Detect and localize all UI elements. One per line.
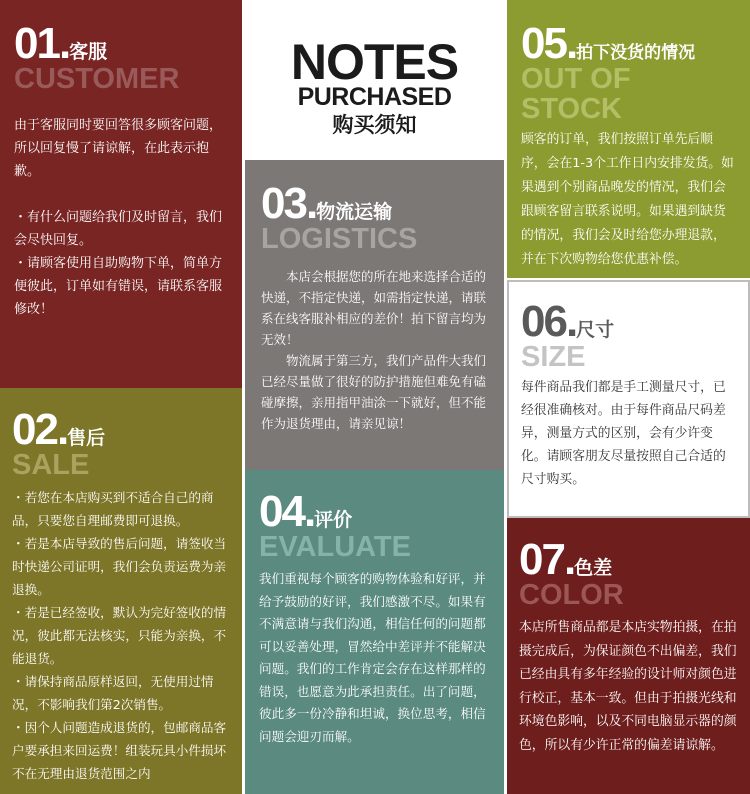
color-number: 07. <box>519 535 575 584</box>
stock-title: 拍下没货的情况 <box>576 43 696 63</box>
logistics-title: 物流运输 <box>316 201 393 223</box>
stock-en-title: OUT OF STOCK <box>521 63 631 125</box>
stock-line: 顾客的订单，我们按照订单先后顺序，会在1-3个工作日内安排发货。如果遇到个别商品晚发的情况，我们会跟顾客留言联系说明。如果遇到缺货的情况，我们会及时给您办理退款，并在下次购物给您优惠补偿。 <box>521 132 734 267</box>
sale-body <box>12 486 230 785</box>
logistics-line: 本店会根据您的所在地来选择合适的快递，不指定快递，如需指定快递，请联系在线客服补相应的差价！拍下留言均为无效！ <box>261 269 487 347</box>
customer-line: 由于客服同时要回答很多顾客问题，所以回复慢了请谅解，在此表示抱歉。 <box>14 118 223 179</box>
color-panel <box>507 518 750 794</box>
color-heading <box>519 535 738 584</box>
size-panel <box>507 280 750 518</box>
purchase-notes-cn-title: 购买须知 <box>332 113 417 137</box>
evaluate-title: 评价 <box>314 509 353 531</box>
logistics-number: 03. <box>261 179 317 228</box>
size-heading <box>521 297 736 346</box>
customer-number: 01. <box>14 19 70 68</box>
evaluate-number: 04. <box>259 487 315 536</box>
purchased-title: PURCHASED <box>297 83 452 111</box>
sale-line: ・因个人问题造成退货的，包邮商品客户要承担来回运费！组装玩具小件损坏不在无理由退货范围之内 <box>12 720 227 781</box>
notes-title: NOTES <box>290 34 459 90</box>
sale-line: ・若是已经签收，默认为完好签收的情况，彼此都无法核实，只能为亲换，不能退货。 <box>12 605 227 666</box>
evaluate-panel <box>245 470 504 794</box>
logistics-heading <box>261 179 488 228</box>
logistics-en-title: LOGISTICS <box>261 223 418 255</box>
size-line: 每件商品我们都是手工测量尺寸，已经很准确核对。由于每件商品尺码差异，测量方式的区别，会有少许变化。请顾客朋友尽量按照自己合适的尺寸购买。 <box>521 380 726 487</box>
size-en-title: SIZE <box>521 341 586 373</box>
sale-number: 02. <box>12 405 68 454</box>
sale-heading <box>12 405 230 454</box>
logistics-body <box>261 266 488 434</box>
evaluate-en-title: EVALUATE <box>259 531 411 563</box>
sale-line: ・请保持商品原样返回，无使用过情况，不影响我们第2次销售。 <box>12 674 214 712</box>
stock-heading <box>521 19 736 68</box>
sale-line: ・若是本店导致的售后问题，请签收当时快递公司证明，我们会负责运费为亲退换。 <box>12 536 227 597</box>
stock-body <box>521 128 736 272</box>
color-en-title: COLOR <box>519 579 624 611</box>
evaluate-line: 我们重视每个顾客的购物体验和好评，并给予鼓励的好评，我们感激不尽。如果有不满意请与我们沟通，相信任何的问题都可以妥善处理，冒然给中差评并不能解决问题。我们的工作肯定会存在这样那样的错误，也愿意为此承担责任。出了问题，彼此多一份冷静和坦诚，换位思考，相信问题会迎刃而解。 <box>259 571 486 744</box>
size-title: 尺寸 <box>576 319 615 341</box>
stock-number: 05. <box>521 19 577 68</box>
logistics-panel <box>245 160 504 470</box>
customer-title: 客服 <box>69 41 108 63</box>
color-line: 本店所售商品都是本店实物拍摄，在拍摄完成后，为保证颜色不出偏差，我们已经由具有多年经验的设计师对颜色进行校正，基本一致。但由于拍摄光线和环境色影响，以及不同电脑显示器的颜色，所以有少许正常的偏差请谅解。 <box>519 620 737 753</box>
color-title: 色差 <box>574 557 613 579</box>
stock-panel <box>507 0 750 278</box>
customer-line: ・有什么问题给我们及时留言，我们会尽快回复。 <box>14 210 223 248</box>
sale-panel <box>0 388 242 794</box>
customer-spacer <box>14 183 228 206</box>
sale-title: 售后 <box>67 427 106 449</box>
evaluate-heading <box>259 487 490 536</box>
sale-en-title: SALE <box>12 449 90 481</box>
customer-panel <box>0 0 242 388</box>
sale-line: ・若您在本店购买到不适合自己的商品，只要您自理邮费即可退换。 <box>12 490 214 528</box>
color-body <box>519 616 738 757</box>
notes-header <box>245 0 504 158</box>
size-number: 06. <box>521 297 577 346</box>
customer-body <box>14 114 228 321</box>
customer-line: ・请顾客使用自助购物下单，简单方便彼此，订单如有错误，请联系客服修改！ <box>14 256 223 317</box>
logistics-line: 物流属于第三方，我们产品件大我们已经尽量做了很好的防护措施但难免有磕碰摩擦，亲用指甲油涂一下就好，但不能作为退货理由，请亲见谅！ <box>261 353 487 431</box>
size-body <box>521 376 736 491</box>
customer-en-title: CUSTOMER <box>14 63 180 95</box>
customer-heading <box>14 19 228 68</box>
evaluate-body <box>259 568 490 748</box>
